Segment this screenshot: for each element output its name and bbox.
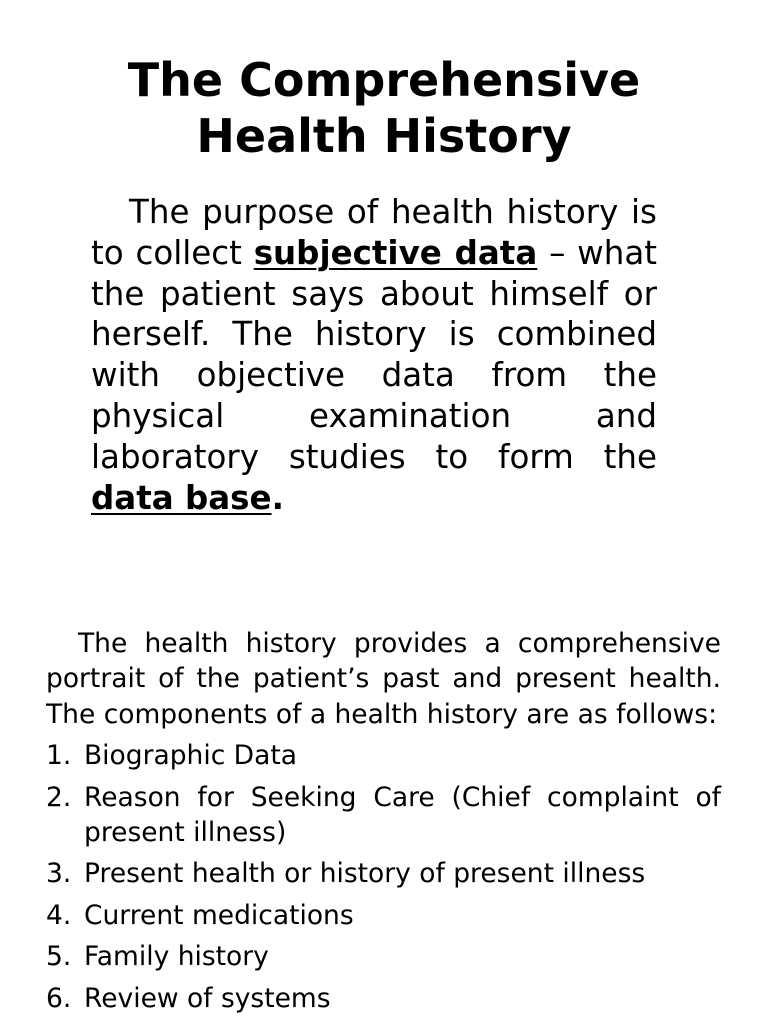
- intro-text-start: The purpose of health history is to collect: [91, 193, 657, 272]
- components-paragraph-text: The health history provides a comprehensive portrait of the patient’s past and present health. The components of a health history are as follows:: [46, 628, 721, 730]
- intro-paragraph: [91, 192, 657, 518]
- list-item-text: Family history: [84, 941, 269, 973]
- list-item-text: Current medications: [84, 899, 354, 931]
- list-item-number: 2.: [46, 781, 72, 813]
- data-base-term: data base: [91, 478, 272, 517]
- list-item-number: 1.: [46, 740, 72, 772]
- list-item-text: Present health or history of present illness: [84, 858, 646, 890]
- components-list: [46, 738, 721, 1016]
- list-item-number: 5.: [46, 941, 72, 973]
- list-item-text: Biographic Data: [84, 740, 297, 772]
- title-line-1: The Comprehensive: [127, 53, 641, 107]
- list-item-number: 4.: [46, 899, 72, 931]
- intro-text-middle: – what the patient says about himself or herself. The history is combined with objective data from the physical examination and laboratory studies to form the: [91, 233, 658, 476]
- components-section: [46, 626, 721, 1022]
- list-item: [46, 898, 721, 933]
- list-item: [46, 780, 721, 851]
- list-item-number: 6.: [46, 982, 72, 1014]
- list-item: [46, 856, 721, 891]
- list-item-text: Review of systems: [84, 982, 331, 1014]
- subjective-data-term: subjective data: [253, 233, 538, 272]
- list-item: [46, 738, 721, 773]
- intro-ending-period: .: [271, 478, 284, 517]
- page-title: [0, 52, 768, 164]
- components-paragraph: [46, 626, 721, 732]
- title-line-2: Health History: [196, 109, 572, 163]
- list-item: [46, 939, 721, 974]
- list-item: [46, 981, 721, 1016]
- list-item-text: Reason for Seeking Care (Chief complaint of present illness): [84, 781, 721, 849]
- list-item-number: 3.: [46, 858, 72, 890]
